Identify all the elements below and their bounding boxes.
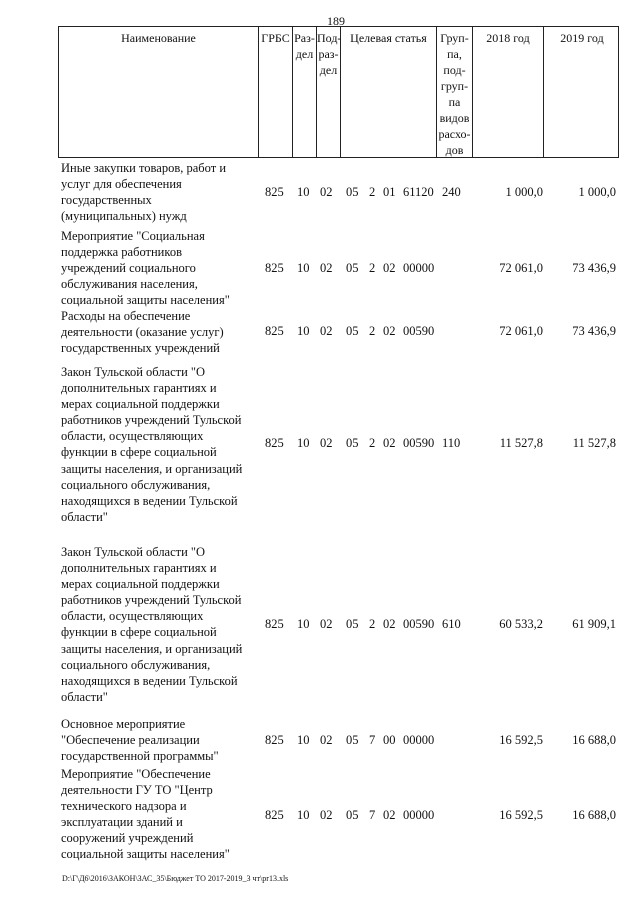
cell-grbs: 825 bbox=[265, 436, 284, 450]
cell-t1: 05 bbox=[346, 436, 359, 450]
cell-2018: 11 527,8 bbox=[499, 436, 543, 450]
cell-t2: 2 bbox=[369, 261, 376, 275]
cell-razdel: 10 bbox=[297, 324, 310, 338]
file-path-footer: D:\Г\Д6\2016\ЗАКОН\ЗАС_35\Бюджет ТО 2017-2019_3 чт\pr13.xls bbox=[62, 874, 289, 883]
cell-t3: 02 bbox=[383, 324, 396, 338]
cell-t1: 05 bbox=[346, 185, 359, 199]
row-name: Мероприятие "Социальная поддержка работников учреждений социального обслуживания населения, социальной защиты населения" bbox=[61, 229, 230, 308]
cell-t1: 05 bbox=[346, 617, 359, 631]
cell-t3: 02 bbox=[383, 808, 396, 822]
cell-razdel: 10 bbox=[297, 185, 310, 199]
cell-group: 240 bbox=[442, 185, 461, 199]
header-2018: 2018 год bbox=[473, 27, 544, 157]
cell-2018: 16 592,5 bbox=[499, 808, 543, 822]
cell-t3: 02 bbox=[383, 617, 396, 631]
header-target-article: Целевая статья bbox=[341, 27, 437, 157]
cell-2019: 1 000,0 bbox=[578, 185, 616, 199]
cell-2019: 16 688,0 bbox=[572, 808, 616, 822]
cell-grbs: 825 bbox=[265, 808, 284, 822]
cell-t1: 05 bbox=[346, 324, 359, 338]
cell-2018: 1 000,0 bbox=[505, 185, 543, 199]
cell-razdel: 10 bbox=[297, 436, 310, 450]
cell-podrazdel: 02 bbox=[320, 324, 333, 338]
row-name: Мероприятие "Обеспечение деятельности ГУ ТО "Центр технического надзора и эксплуатации зданий и сооружений учреждений социальной защиты населения" bbox=[61, 767, 230, 862]
cell-podrazdel: 02 bbox=[320, 185, 333, 199]
cell-t2: 2 bbox=[369, 436, 376, 450]
cell-2019: 16 688,0 bbox=[572, 733, 616, 747]
cell-podrazdel: 02 bbox=[320, 261, 333, 275]
cell-t3: 02 bbox=[383, 436, 396, 450]
cell-t2: 7 bbox=[369, 733, 376, 747]
cell-2019: 11 527,8 bbox=[572, 436, 616, 450]
cell-2019: 61 909,1 bbox=[572, 617, 616, 631]
cell-t3: 01 bbox=[383, 185, 396, 199]
cell-t4: 61120 bbox=[403, 185, 434, 199]
cell-2018: 16 592,5 bbox=[499, 733, 543, 747]
row-name: Основное мероприятие "Обеспечение реализации государственной программы" bbox=[61, 717, 219, 764]
cell-2019: 73 436,9 bbox=[572, 261, 616, 275]
table-header bbox=[58, 26, 619, 158]
cell-podrazdel: 02 bbox=[320, 436, 333, 450]
row-name: Закон Тульской области "О дополнительных гарантиях и мерах социальной поддержки работников учреждений Тульской области, осуществляющих функции в сфере социальной защиты населения, и организаций социального обслуживания, находящихся в ведении Тульской области" bbox=[61, 365, 243, 524]
cell-razdel: 10 bbox=[297, 808, 310, 822]
cell-t1: 05 bbox=[346, 733, 359, 747]
cell-grbs: 825 bbox=[265, 617, 284, 631]
header-expense-group: Груп- па, под- груп- па видов расхо- дов bbox=[437, 27, 473, 157]
cell-2018: 72 061,0 bbox=[499, 261, 543, 275]
cell-t3: 00 bbox=[383, 733, 396, 747]
cell-razdel: 10 bbox=[297, 733, 310, 747]
cell-t4: 00000 bbox=[403, 733, 435, 747]
header-2019: 2019 год bbox=[560, 31, 604, 45]
cell-t4: 00000 bbox=[403, 808, 435, 822]
cell-t3: 02 bbox=[383, 261, 396, 275]
cell-t4: 00590 bbox=[403, 324, 435, 338]
cell-podrazdel: 02 bbox=[320, 808, 333, 822]
cell-t1: 05 bbox=[346, 261, 359, 275]
cell-group: 610 bbox=[442, 617, 461, 631]
cell-2019: 73 436,9 bbox=[572, 324, 616, 338]
cell-2018: 72 061,0 bbox=[499, 324, 543, 338]
header-podrazdel: Под- раз- дел bbox=[317, 27, 341, 157]
cell-razdel: 10 bbox=[297, 617, 310, 631]
cell-2018: 60 533,2 bbox=[499, 617, 543, 631]
row-name: Иные закупки товаров, работ и услуг для обеспечения государственных (муниципальных) нужд bbox=[61, 161, 227, 224]
header-name: Наименование bbox=[59, 27, 259, 157]
cell-t2: 2 bbox=[369, 185, 376, 199]
cell-t2: 2 bbox=[369, 617, 376, 631]
cell-podrazdel: 02 bbox=[320, 733, 333, 747]
cell-t1: 05 bbox=[346, 808, 359, 822]
cell-group: 110 bbox=[442, 436, 461, 450]
cell-t4: 00590 bbox=[403, 617, 435, 631]
cell-podrazdel: 02 bbox=[320, 617, 333, 631]
cell-grbs: 825 bbox=[265, 733, 284, 747]
cell-t4: 00590 bbox=[403, 436, 435, 450]
cell-grbs: 825 bbox=[265, 185, 284, 199]
header-razdel: Раз- дел bbox=[293, 27, 317, 157]
cell-razdel: 10 bbox=[297, 261, 310, 275]
cell-t2: 2 bbox=[369, 324, 376, 338]
cell-t4: 00000 bbox=[403, 261, 435, 275]
header-grbs: ГРБС bbox=[259, 27, 293, 157]
cell-t2: 7 bbox=[369, 808, 376, 822]
row-name: Закон Тульской области "О дополнительных гарантиях и мерах социальной поддержки работников учреждений Тульской области, осуществляющих функции в сфере социальной защиты населения, и организаций социального обслуживания, находящихся в ведении Тульской области" bbox=[61, 545, 243, 704]
cell-grbs: 825 bbox=[265, 261, 284, 275]
page-number: 189 bbox=[327, 14, 345, 28]
cell-grbs: 825 bbox=[265, 324, 284, 338]
row-name: Расходы на обеспечение деятельности (оказание услуг) государственных учреждений bbox=[61, 309, 224, 356]
